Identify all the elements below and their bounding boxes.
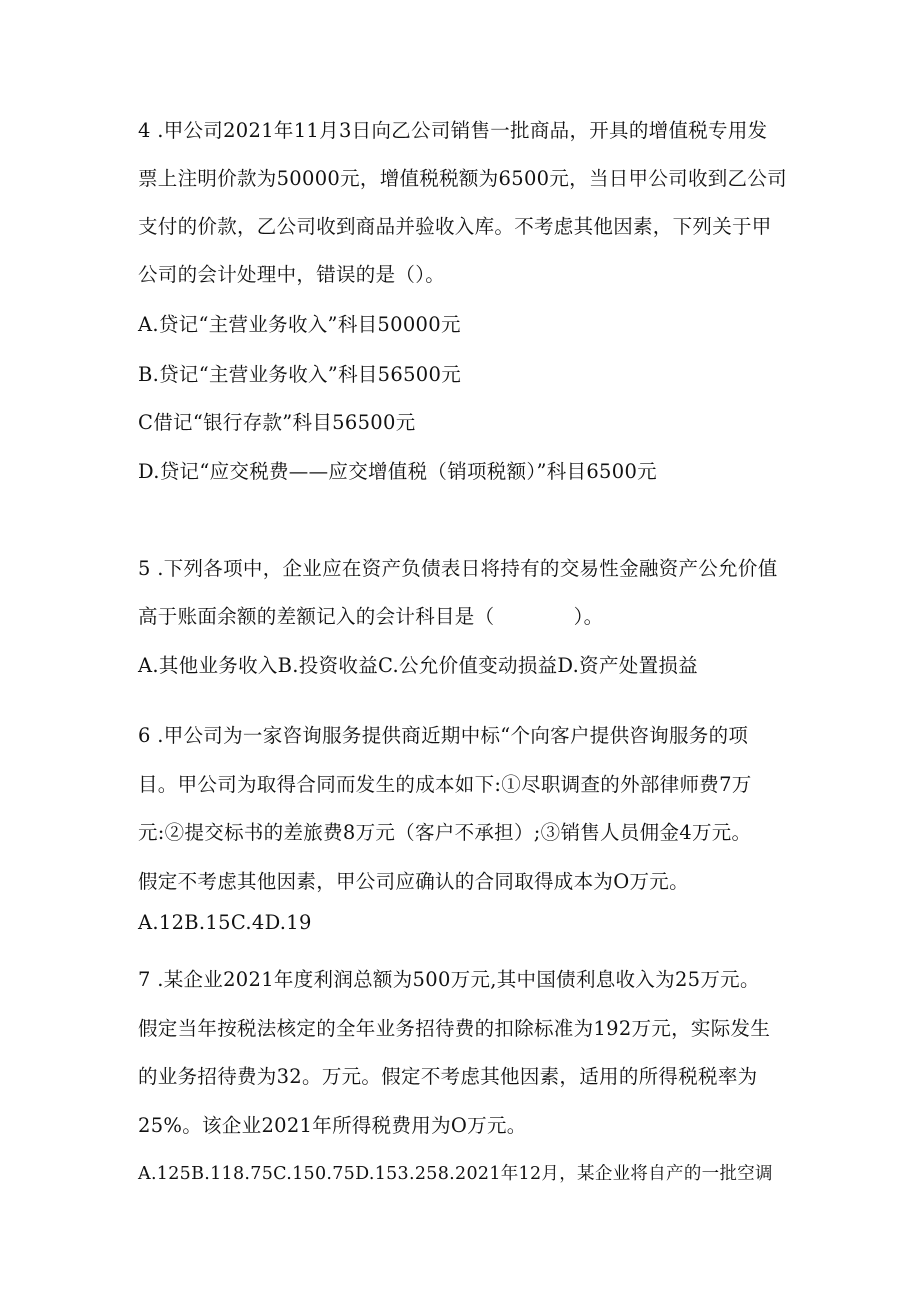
q7-line-1: 7 .某企业2021年度利润总额为500万元,其中国债利息收入为25万元。	[138, 968, 760, 991]
q7-line-2: 假定当年按税法核定的全年业务招待费的扣除标准为192万元，实际发生	[138, 1017, 771, 1040]
q4-line-4: 公司的会计处理中，错误的是（）。	[138, 263, 446, 286]
q5-line-2: 高于账面余额的差额记入的会计科目是（ ）。	[138, 605, 604, 628]
q7-options: A.125B.118.75C.150.75D.153.258.2021年12月，某企业将自产的一批空调	[138, 1164, 773, 1184]
q6-line-1: 6 .甲公司为一家咨询服务提供商近期中标“个向客户提供咨询服务的项	[138, 724, 749, 747]
q4-option-a: A.贷记“主营业务收入”科目50000元	[138, 313, 461, 336]
q4-line-3: 支付的价款，乙公司收到商品并验收入库。不考虑其他因素，下列关于甲	[138, 215, 772, 238]
q6-line-3: 元:②提交标书的差旅费8万元（客户不承担）;③销售人员佣金4万元。	[138, 821, 752, 844]
q6-options: A.12B.15C.4D.19	[138, 911, 312, 934]
q7-line-3: 的业务招待费为32。万元。假定不考虑其他因素，适用的所得税税率为	[138, 1065, 758, 1088]
q4-option-b: B.贷记“主营业务收入”科目56500元	[138, 363, 461, 386]
q4-option-d: D.贷记“应交税费——应交增值税（销项税额）”科目6500元	[138, 460, 657, 483]
q4-line-2: 票上注明价款为50000元，增值税税额为6500元，当日甲公司收到乙公司	[138, 167, 787, 190]
q6-line-2: 目。甲公司为取得合同而发生的成本如下:①尽职调查的外部律师费7万	[138, 773, 752, 796]
q4-option-c: C借记“银行存款”科目56500元	[138, 411, 416, 434]
q6-line-4: 假定不考虑其他因素，甲公司应确认的合同取得成本为O万元。	[138, 870, 689, 893]
q7-line-4: 25%。该企业2021年所得税费用为O万元。	[138, 1114, 527, 1137]
q5-options: A.其他业务收入B.投资收益C.公允价值变动损益D.资产处置损益	[138, 654, 698, 677]
q5-line-1: 5 .下列各项中，企业应在资产负债表日将持有的交易性金融资产公允价值	[138, 557, 778, 580]
q4-line-1: 4 .甲公司2021年11月3日向乙公司销售一批商品，开具的增值税专用发	[138, 119, 768, 142]
